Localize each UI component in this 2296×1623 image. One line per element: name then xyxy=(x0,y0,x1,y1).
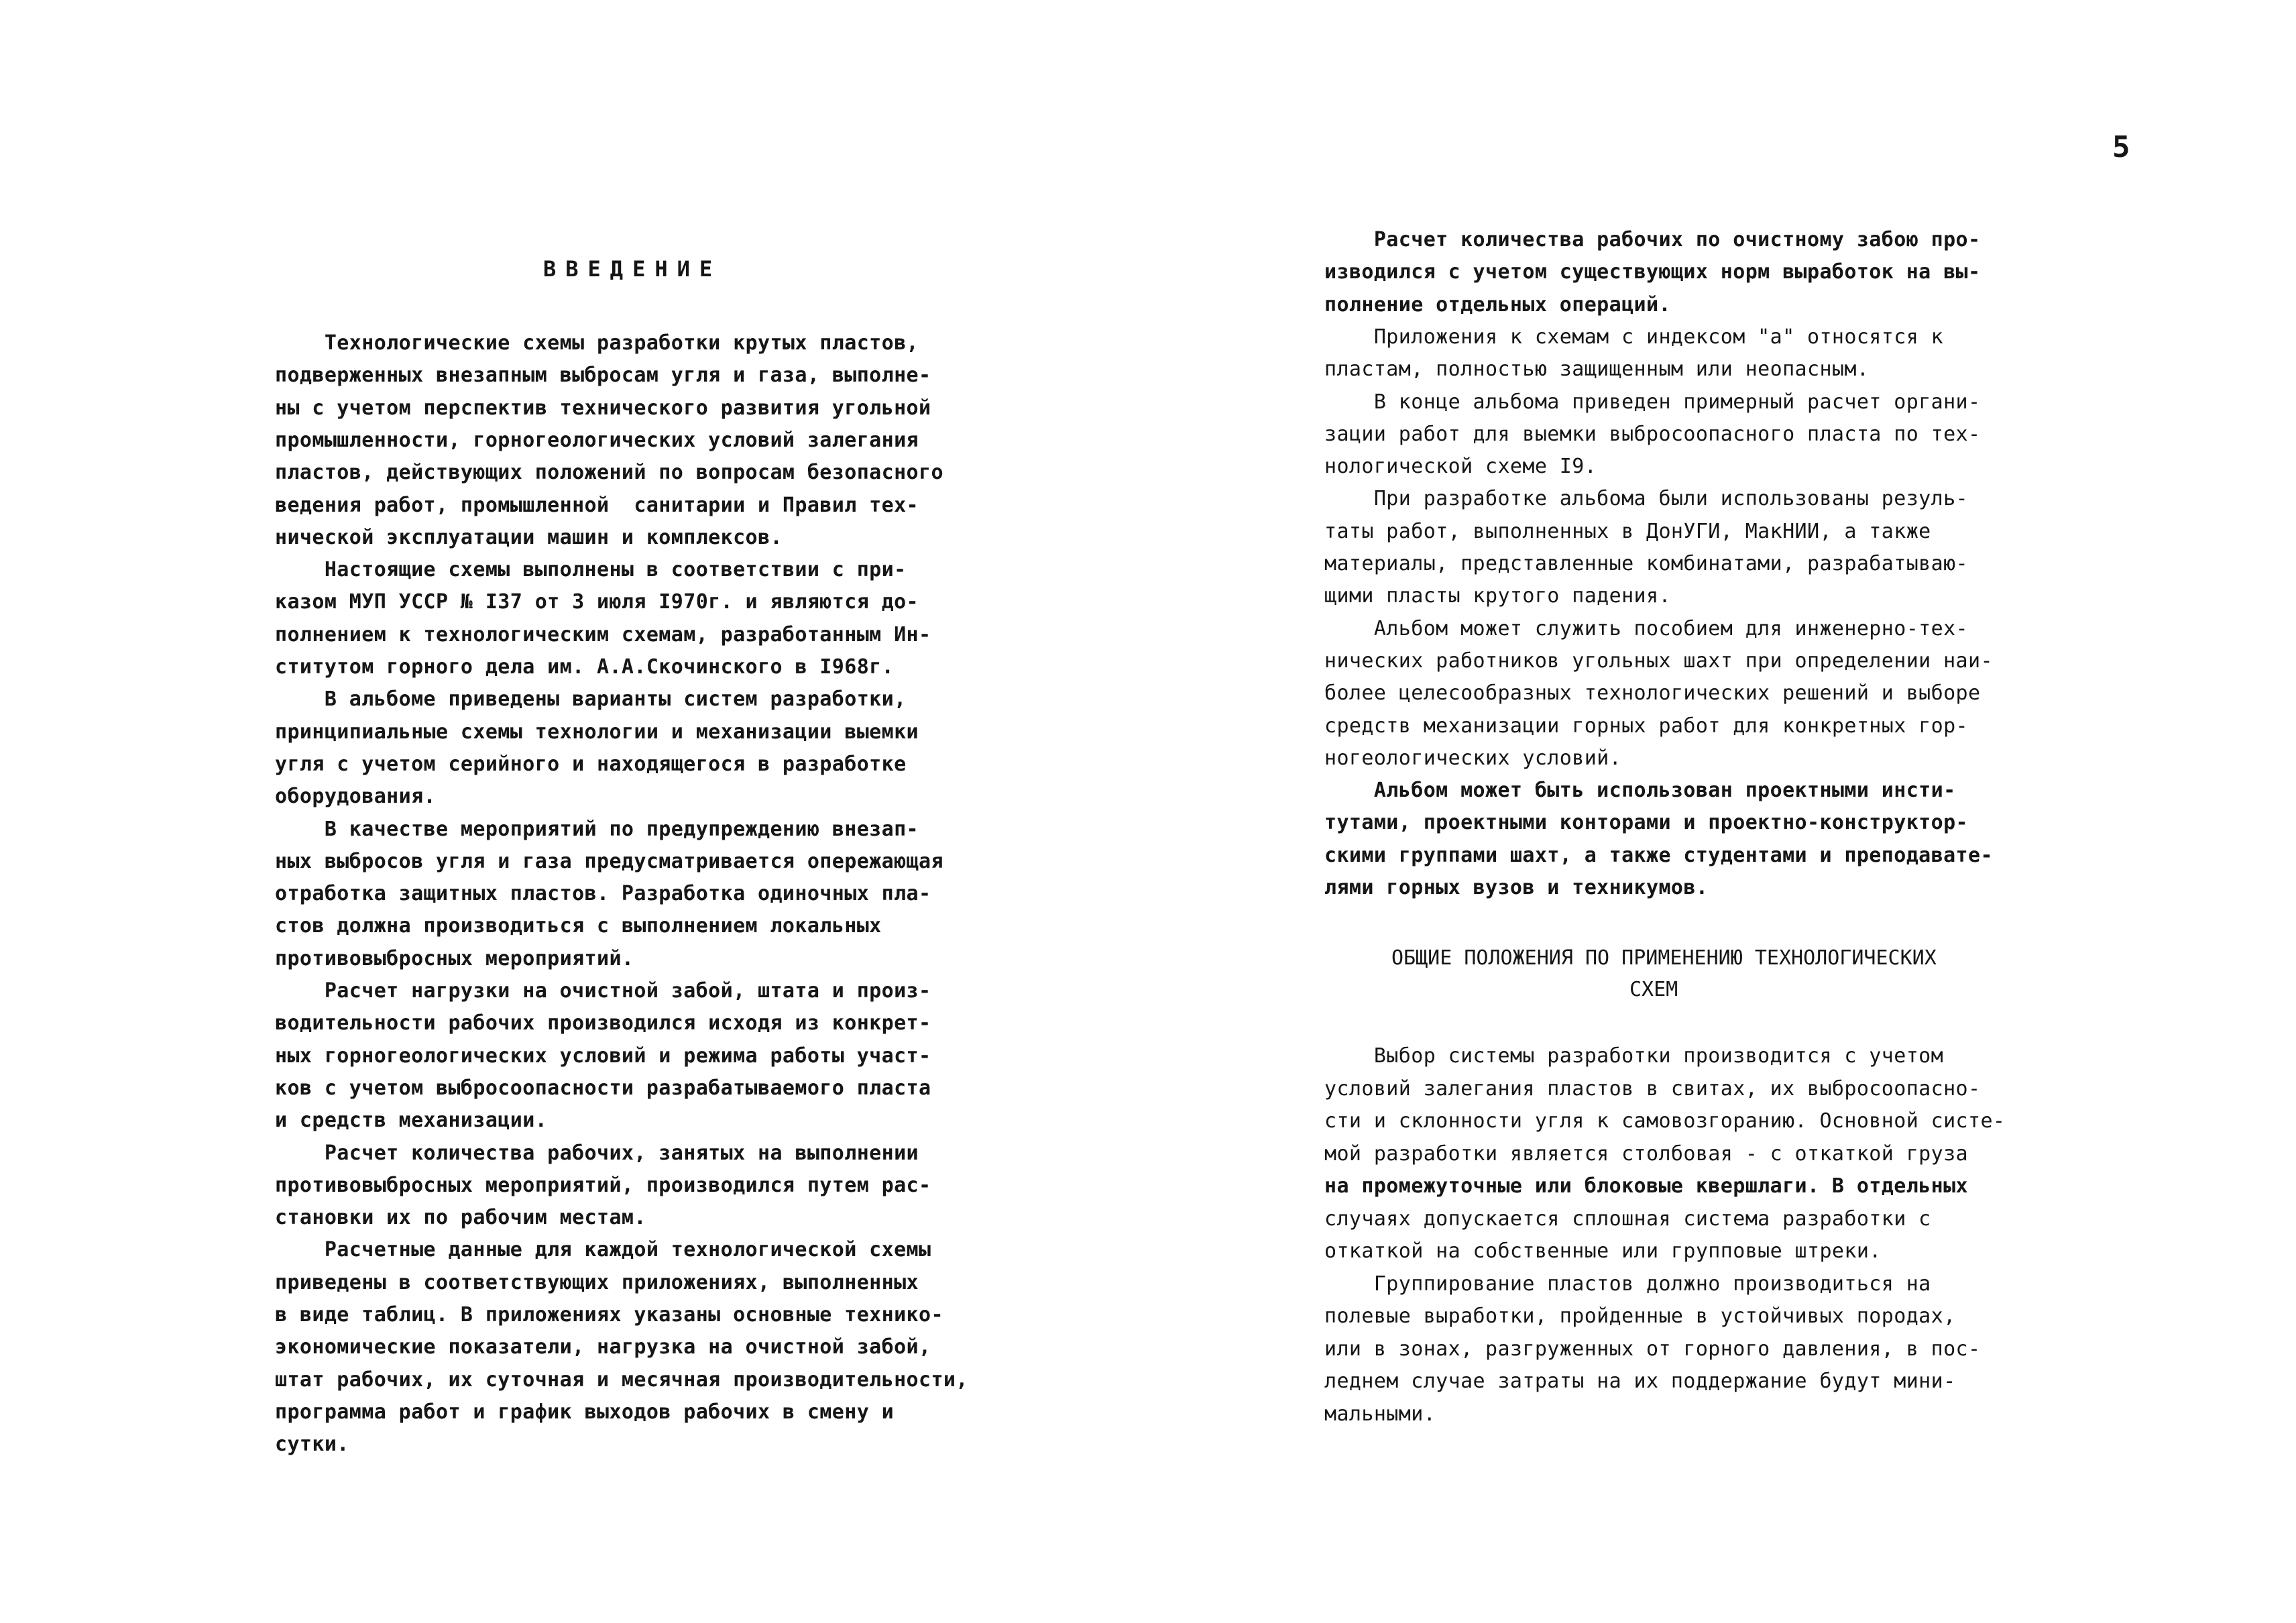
text-line: стов должна производиться с выполнением локальных xyxy=(275,914,882,938)
text-line: Расчетные данные для каждой технологической схемы xyxy=(275,1238,931,1262)
text-line: ных выбросов угля и газа предусматривается опережающая xyxy=(275,849,943,873)
text-line: Расчет количества рабочих, занятых на выполнении xyxy=(275,1141,919,1165)
text-line: ногеологических условий. xyxy=(1324,746,1622,770)
text-line: Расчет нагрузки на очистной забой, штата и произ- xyxy=(275,979,931,1003)
text-line: В конце альбома приведен примерный расчет органи- xyxy=(1324,390,1981,414)
introduction-heading: ВВЕДЕНИЕ xyxy=(543,256,722,282)
text-line: угля с учетом серийного и находящегося в разработке xyxy=(275,752,907,776)
text-line: При разработке альбома были использованы резуль- xyxy=(1324,487,1968,511)
text-line: в виде таблиц. В приложениях указаны основные технико- xyxy=(275,1303,943,1327)
text-line: леднем случае затраты на их поддержание будут мини- xyxy=(1324,1369,1956,1393)
text-line: Приложения к схемам с индексом "а" относятся к xyxy=(1324,325,1944,349)
text-line: подверженных внезапным выбросам угля и газа, выполне- xyxy=(275,363,931,388)
text-line: изводился с учетом существующих норм выработок на вы- xyxy=(1324,260,1981,284)
text-line: становки их по рабочим местам. xyxy=(275,1206,646,1230)
text-line: экономические показатели, нагрузка на очистной забой, xyxy=(275,1335,931,1359)
text-line: оборудования. xyxy=(275,785,436,809)
text-line: средств механизации горных работ для конкретных гор- xyxy=(1324,714,1968,738)
text-line: противовыбросных мероприятий. xyxy=(275,946,634,970)
text-line: сти и склонности угля к самовозгоранию. Основной систе- xyxy=(1324,1109,2006,1133)
general-provisions-heading-line2: СХЕМ xyxy=(1629,978,1678,1001)
text-line: ков с учетом выбросоопасности разрабатываемого пласта xyxy=(275,1076,931,1100)
text-line: ститутом горного дела им. А.А.Скочинского в I968г. xyxy=(275,655,895,679)
text-line: штат рабочих, их суточная и месячная производительности, xyxy=(275,1367,968,1392)
text-line: откаткой на собственные или групповые штреки. xyxy=(1324,1239,1882,1263)
text-line: случаях допускается сплошная система разработки с xyxy=(1324,1207,1931,1231)
text-line: водительности рабочих производился исходя из конкрет- xyxy=(275,1011,931,1036)
text-line: и средств механизации. xyxy=(275,1109,548,1133)
text-line: ных горногеологических условий и режима работы участ- xyxy=(275,1044,931,1068)
text-line: более целесообразных технологических решений и выборе xyxy=(1324,681,1981,706)
page-number: 5 xyxy=(2112,130,2130,164)
text-line: мой разработки является столбовая - с откаткой груза xyxy=(1324,1141,1968,1166)
text-line: скими группами шахт, а также студентами и преподавате- xyxy=(1324,843,1993,867)
text-line: условий залегания пластов в свитах, их выбросоопасно- xyxy=(1324,1076,1981,1101)
text-line: зации работ для выемки выбросоопасного пласта по тех- xyxy=(1324,422,1981,446)
text-line: мальными. xyxy=(1324,1402,1436,1426)
text-line: В альбоме приведены варианты систем разработки, xyxy=(275,687,907,712)
text-line: сутки. xyxy=(275,1433,349,1457)
text-line: пластам, полностью защищенным или неопасным. xyxy=(1324,357,1870,382)
text-line: Группирование пластов должно производиться на xyxy=(1324,1272,1931,1296)
text-line: казом МУП УССР № I37 от 3 июля I970г. и являются до- xyxy=(275,590,919,614)
text-line: на промежуточные или блоковые квершлаги. В отдельных xyxy=(1324,1174,1968,1198)
text-line: таты работ, выполненных в ДонУГИ, МакНИИ, а также xyxy=(1324,519,1931,543)
text-line: щими пласты крутого падения. xyxy=(1324,584,1671,608)
text-line: Технологические схемы разработки крутых пластов, xyxy=(275,331,919,355)
text-line: Выбор системы разработки производится с учетом xyxy=(1324,1044,1944,1068)
text-line: В качестве мероприятий по предупреждению внезап- xyxy=(275,817,919,841)
text-line: принципиальные схемы технологии и механизации выемки xyxy=(275,720,919,744)
text-line: полнение отдельных операций. xyxy=(1324,292,1671,317)
text-line: пластов, действующих положений по вопросам безопасного xyxy=(275,461,943,485)
text-line: программа работ и график выходов рабочих в смену и xyxy=(275,1400,895,1424)
text-line: ны с учетом перспектив технического развития угольной xyxy=(275,396,931,420)
text-line: нических работников угольных шахт при определении наи- xyxy=(1324,649,1993,673)
text-line: противовыбросных мероприятий, производился путем рас- xyxy=(275,1173,931,1197)
text-line: тутами, проектными конторами и проектно-конструктор- xyxy=(1324,811,1968,835)
text-line: Расчет количества рабочих по очистному забою про- xyxy=(1324,228,1981,251)
text-line: полевые выработки, пройденные в устойчивых породах, xyxy=(1324,1304,1956,1328)
text-line: Альбом может быть использован проектными инсти- xyxy=(1324,779,1956,803)
text-line: Альбом может служить пособием для инженерно-тех- xyxy=(1324,616,1968,640)
text-line: Настоящие схемы выполнены в соответствии с при- xyxy=(275,558,907,582)
text-line: полнением к технологическим схемам, разработанным Ин- xyxy=(275,622,931,647)
text-line: промышленности, горногеологических условий залегания xyxy=(275,428,919,452)
text-line: или в зонах, разгруженных от горного давления, в пос- xyxy=(1324,1337,1981,1361)
general-provisions-heading-line1: ОБЩИЕ ПОЛОЖЕНИЯ ПО ПРИМЕНЕНИЮ ТЕХНОЛОГИЧЕСКИХ xyxy=(1391,946,1937,970)
text-line: лями горных вузов и техникумов. xyxy=(1324,876,1709,899)
text-line: нической эксплуатации машин и комплексов. xyxy=(275,525,783,549)
text-line: отработка защитных пластов. Разработка одиночных пла- xyxy=(275,882,931,906)
text-line: приведены в соответствующих приложениях, выполненных xyxy=(275,1270,919,1294)
text-line: материалы, представленные комбинатами, разрабатываю- xyxy=(1324,552,1968,575)
text-line: нологической схеме I9. xyxy=(1324,455,1597,479)
text-line: ведения работ, промышленной санитарии и Правил тех- xyxy=(275,493,919,517)
